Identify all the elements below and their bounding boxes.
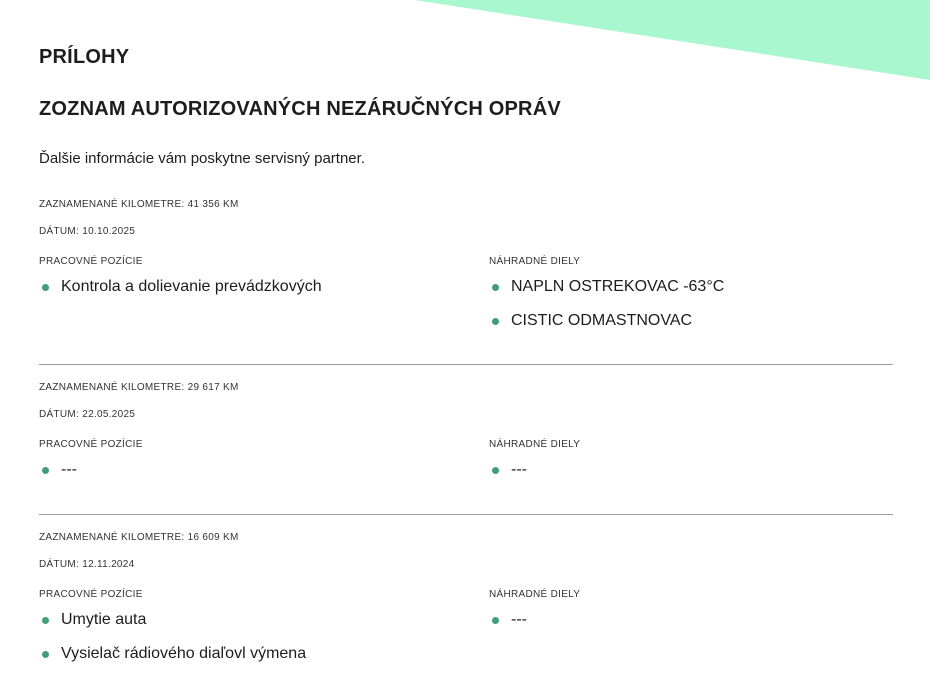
record-km: ZAZNAMENANÉ KILOMETRE: 16 609 KM <box>39 532 239 543</box>
repair-record <box>39 529 893 688</box>
work-item <box>39 277 479 311</box>
work-positions-label: PRACOVNÉ POZÍCIE <box>39 589 143 600</box>
record-date: DÁTUM: 10.10.2025 <box>39 226 136 237</box>
record-date: DÁTUM: 22.05.2025 <box>39 409 136 420</box>
work-item-text: Vysielač rádiového diaľovl výmena <box>61 645 307 662</box>
part-item-text: --- <box>511 611 527 628</box>
page-heading: PRÍLOHY <box>39 46 130 68</box>
record-divider <box>39 364 893 365</box>
work-item-text: Umytie auta <box>61 611 147 628</box>
bullet-icon <box>42 651 49 658</box>
accent-polygon <box>415 0 930 80</box>
work-item <box>39 460 479 494</box>
repair-record <box>39 196 893 355</box>
work-positions-column <box>39 588 479 678</box>
part-item-text: NAPLN OSTREKOVAC -63°C <box>511 278 725 295</box>
part-item <box>489 610 893 644</box>
record-divider <box>39 514 893 515</box>
record-columns <box>39 255 893 355</box>
part-item <box>489 460 893 494</box>
bullet-icon <box>42 617 49 624</box>
record-columns <box>39 438 893 538</box>
spare-parts-label: NÁHRADNÉ DIELY <box>489 589 581 600</box>
record-km: ZAZNAMENANÉ KILOMETRE: 29 617 KM <box>39 382 239 393</box>
intro-text: Ďalšie informácie vám poskytne servisný partner. <box>39 150 365 167</box>
section-title: ZOZNAM AUTORIZOVANÝCH NEZÁRUČNÝCH OPRÁV <box>39 98 561 120</box>
work-item <box>39 610 479 644</box>
work-positions-label: PRACOVNÉ POZÍCIE <box>39 439 143 450</box>
work-item-text: --- <box>61 461 77 478</box>
record-columns <box>39 588 893 688</box>
bullet-icon <box>42 284 49 291</box>
bullet-icon <box>492 318 499 325</box>
bullet-icon <box>492 467 499 474</box>
work-positions-column <box>39 438 479 494</box>
bullet-icon <box>492 284 499 291</box>
part-item <box>489 311 893 345</box>
record-date: DÁTUM: 12.11.2024 <box>39 559 135 570</box>
spare-parts-column <box>489 438 893 494</box>
work-positions-label: PRACOVNÉ POZÍCIE <box>39 256 143 267</box>
spare-parts-column <box>489 255 893 345</box>
part-item-text: CISTIC ODMASTNOVAC <box>511 312 693 329</box>
spare-parts-column <box>489 588 893 644</box>
spare-parts-label: NÁHRADNÉ DIELY <box>489 256 581 267</box>
bullet-icon <box>492 617 499 624</box>
work-positions-column <box>39 255 479 311</box>
spare-parts-label: NÁHRADNÉ DIELY <box>489 439 581 450</box>
record-km: ZAZNAMENANÉ KILOMETRE: 41 356 KM <box>39 199 239 210</box>
work-item-text: Kontrola a dolievanie prevádzkových <box>61 278 322 295</box>
bullet-icon <box>42 467 49 474</box>
part-item-text: --- <box>511 461 527 478</box>
work-item <box>39 644 479 678</box>
part-item <box>489 277 893 311</box>
